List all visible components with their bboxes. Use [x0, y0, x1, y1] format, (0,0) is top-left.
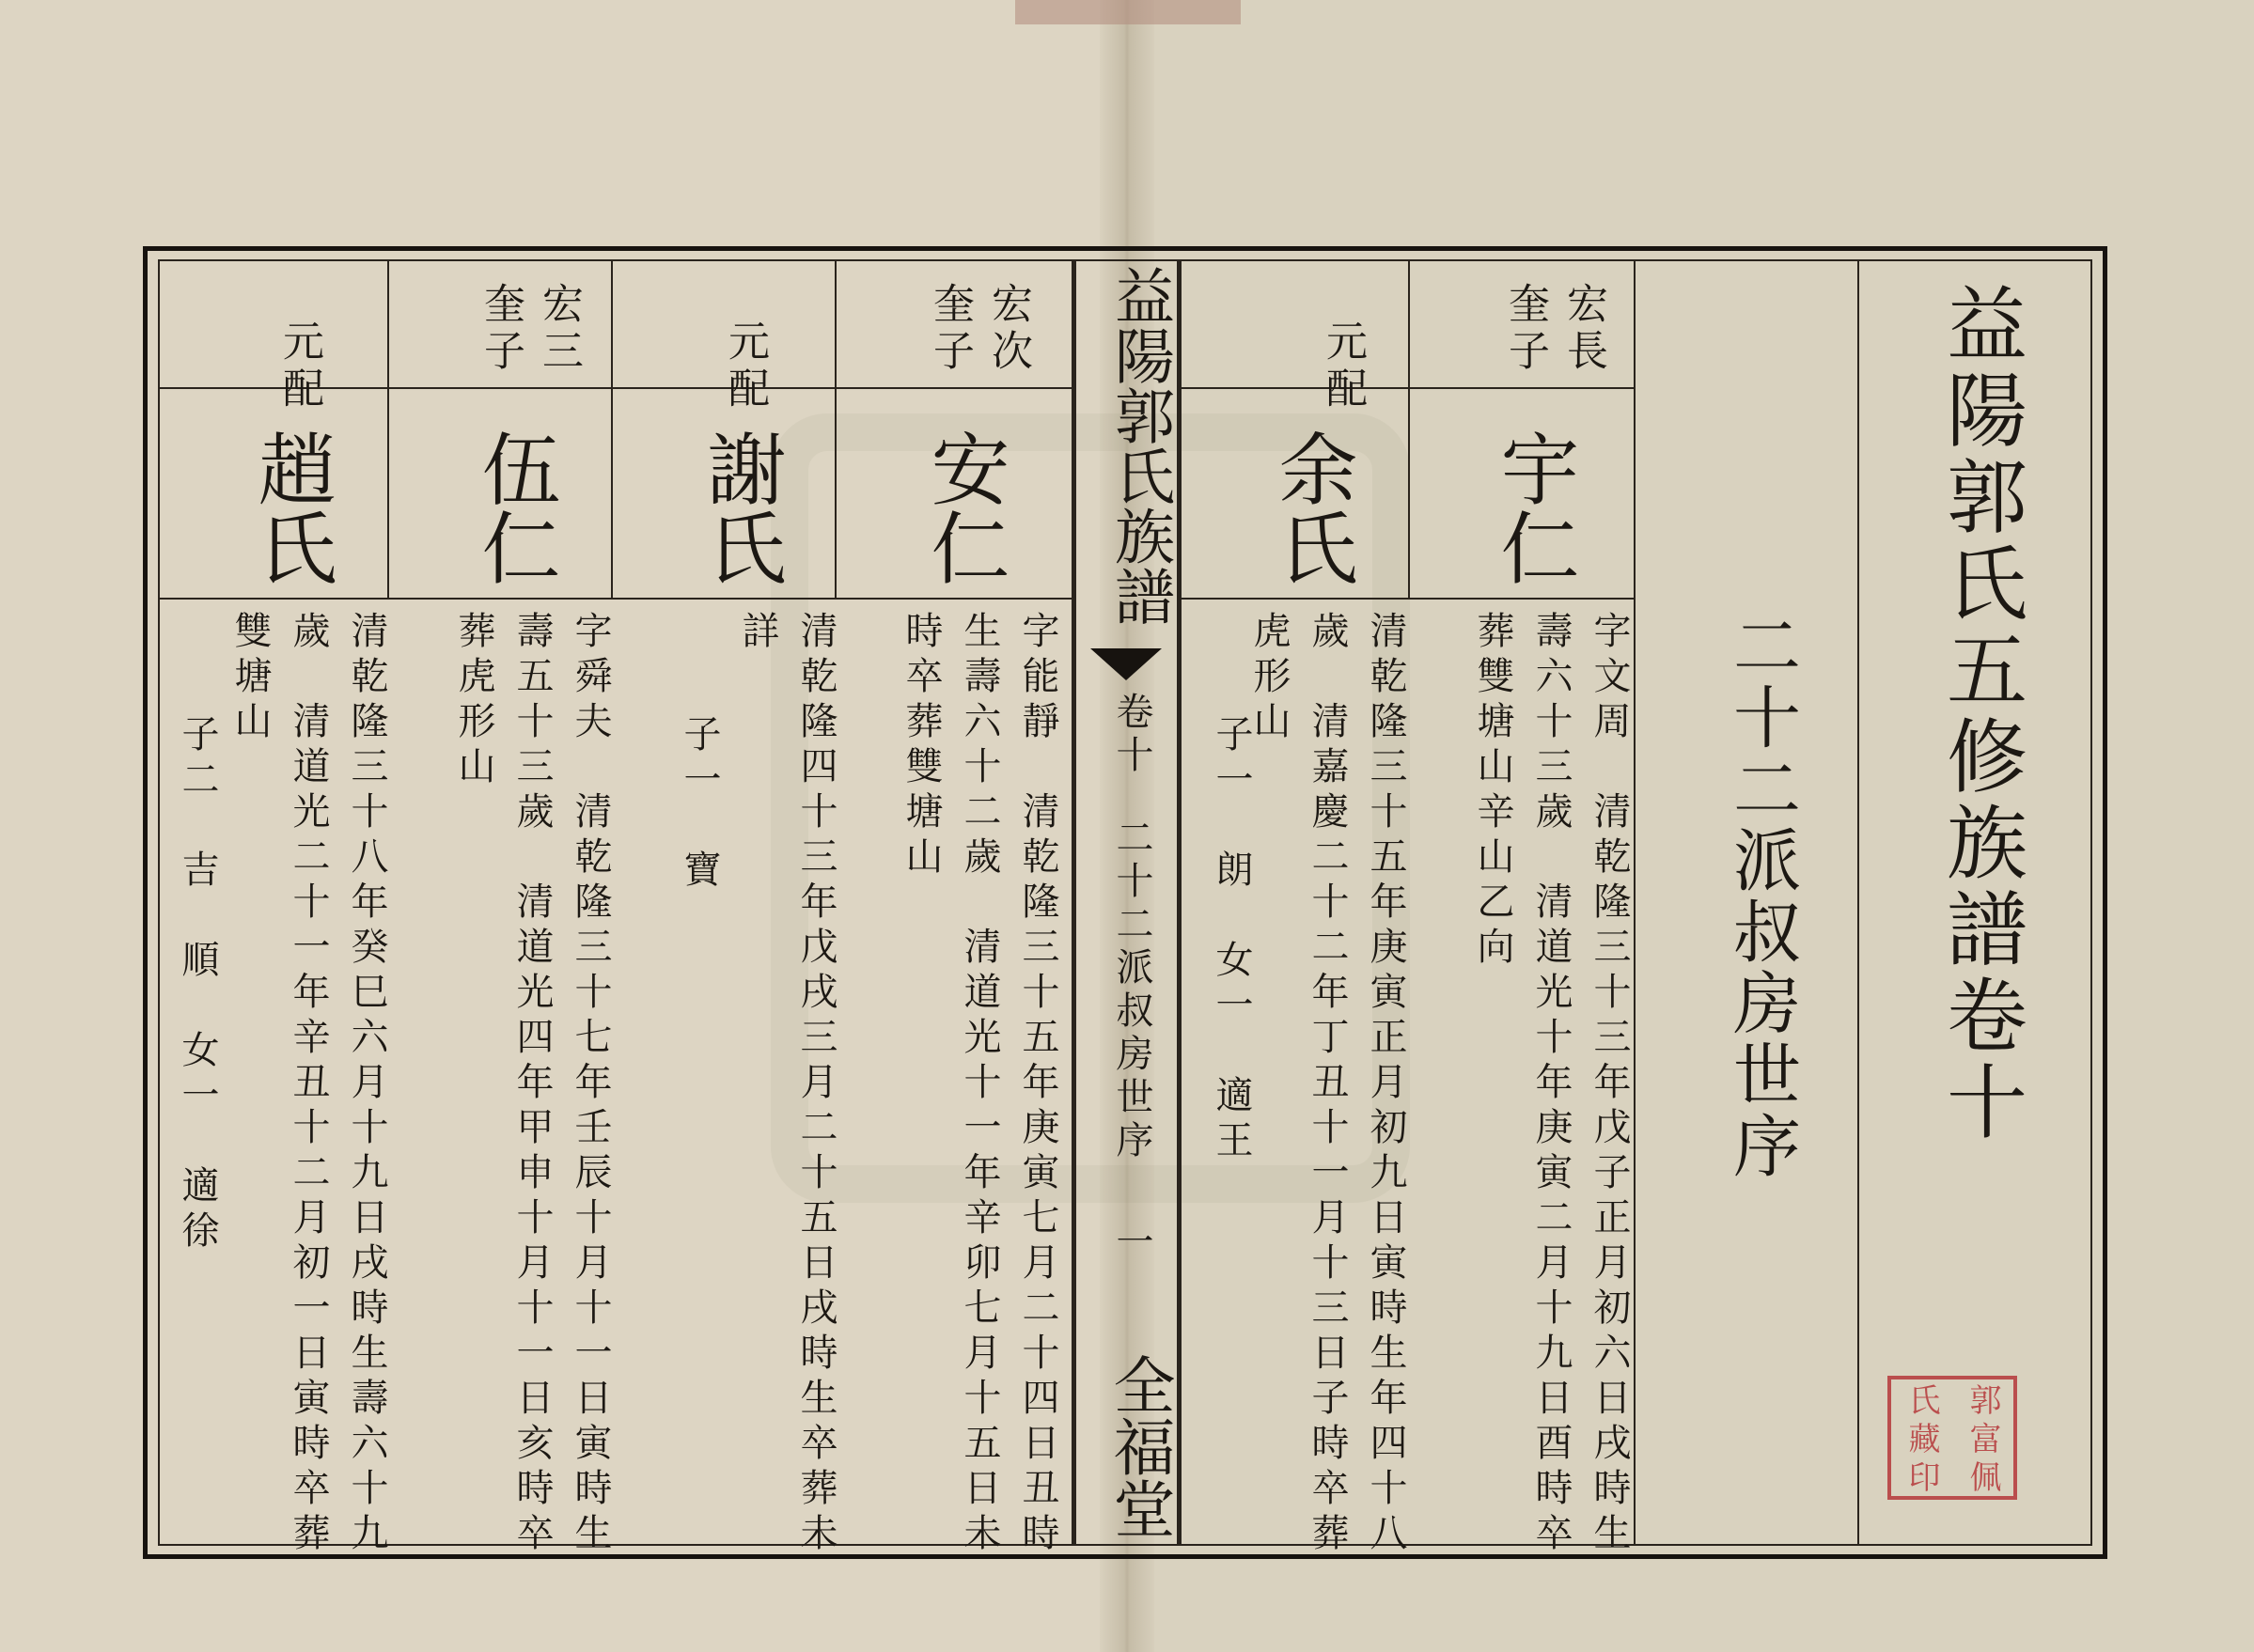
entry-line: 壽五十三歲 清道光四年甲申十月十一日亥時卒	[510, 611, 554, 1558]
entry-divider	[611, 259, 613, 600]
entry-line: 子一 寶	[678, 714, 721, 895]
entry-header-1: 宏次	[984, 282, 1032, 376]
entry-line: 雙塘山	[228, 611, 272, 746]
seal-char: 氏	[1902, 1382, 1940, 1415]
entry-line: 清乾隆三十八年癸巳六月十九日戌時生壽六十九	[345, 611, 388, 1558]
seal-char: 富	[1964, 1421, 2001, 1454]
name-row-line-left	[158, 598, 1072, 600]
entry-line: 子二 吉 順 女一 適徐	[176, 714, 219, 1255]
spine-border-left	[1072, 259, 1076, 1546]
entry-header: 元配	[275, 319, 323, 413]
page-number: 一	[1110, 1222, 1153, 1265]
entry-line: 葬雙塘山辛山乙向	[1471, 611, 1514, 972]
entry-header: 元配	[1319, 319, 1367, 413]
entry-line: 詳	[736, 611, 779, 656]
fish-tail-mark	[1090, 648, 1162, 680]
entry-header-1: 宏三	[535, 282, 583, 376]
seal-char: 郭	[1964, 1382, 2001, 1415]
entry-name: 趙氏	[245, 429, 337, 586]
entry-line: 字舜夫 清乾隆三十七年壬辰十月十一日寅時生	[569, 611, 612, 1558]
entry-header-2: 奎子	[926, 282, 974, 376]
seal-char: 印	[1902, 1460, 1940, 1493]
title-column-border	[1857, 259, 1859, 1546]
entry-line: 生壽六十二歲 清道光十一年辛卯七月十五日未	[958, 611, 1001, 1558]
section-title: 二十二派叔房世序	[1722, 611, 1801, 1182]
entry-name: 伍仁	[469, 429, 561, 586]
entry-line: 清乾隆三十五年庚寅正月初九日寅時生年四十八	[1364, 611, 1407, 1558]
entry-line: 子一 朗 女一 適王	[1210, 714, 1253, 1165]
entry-divider	[835, 259, 837, 600]
entry-line: 清乾隆四十三年戊戌三月二十五日戌時生卒葬未	[794, 611, 837, 1558]
entry-line: 歲 清道光二十一年辛丑十二月初一日寅時卒葬	[287, 611, 330, 1558]
entry-header-2: 奎子	[477, 282, 524, 376]
entry-line: 壽六十三歲 清道光十年庚寅二月十九日酉時卒	[1529, 611, 1573, 1558]
entry-line: 時卒葬雙塘山	[900, 611, 943, 881]
entry-line: 葬虎形山	[452, 611, 495, 791]
entry-header-1: 宏長	[1559, 282, 1607, 376]
entry-line: 歲 清嘉慶二十二年丁丑十一月十三日子時卒葬	[1306, 611, 1349, 1558]
page-edge-stain	[1015, 0, 1241, 24]
entry-name: 余氏	[1266, 429, 1358, 586]
collector-seal	[1887, 1376, 2017, 1500]
entry-line: 字文周 清乾隆三十三年戊子正月初六日戌時生	[1588, 611, 1631, 1558]
seal-char: 佩	[1964, 1460, 2001, 1493]
entry-name: 安仁	[918, 429, 1010, 586]
seal-char: 藏	[1902, 1421, 1940, 1454]
entry-name: 謝氏	[695, 429, 787, 586]
spine-volume: 卷十	[1110, 692, 1153, 778]
entry-header-2: 奎子	[1501, 282, 1549, 376]
entry-divider	[1408, 259, 1410, 600]
entry-divider	[387, 259, 389, 600]
hall-name: 全福堂	[1103, 1353, 1175, 1539]
entry-name: 宇仁	[1488, 429, 1580, 586]
entry-line: 字能靜 清乾隆三十五年庚寅七月二十四日丑時	[1016, 611, 1059, 1558]
entry-header: 元配	[721, 319, 769, 413]
spine-section: 二十二派叔房世序	[1110, 818, 1153, 1163]
spine-title: 益陽郭氏族譜	[1104, 265, 1174, 626]
book-title: 益陽郭氏五修族譜卷十	[1933, 282, 2027, 1146]
entry-line: 虎形山	[1247, 611, 1291, 746]
